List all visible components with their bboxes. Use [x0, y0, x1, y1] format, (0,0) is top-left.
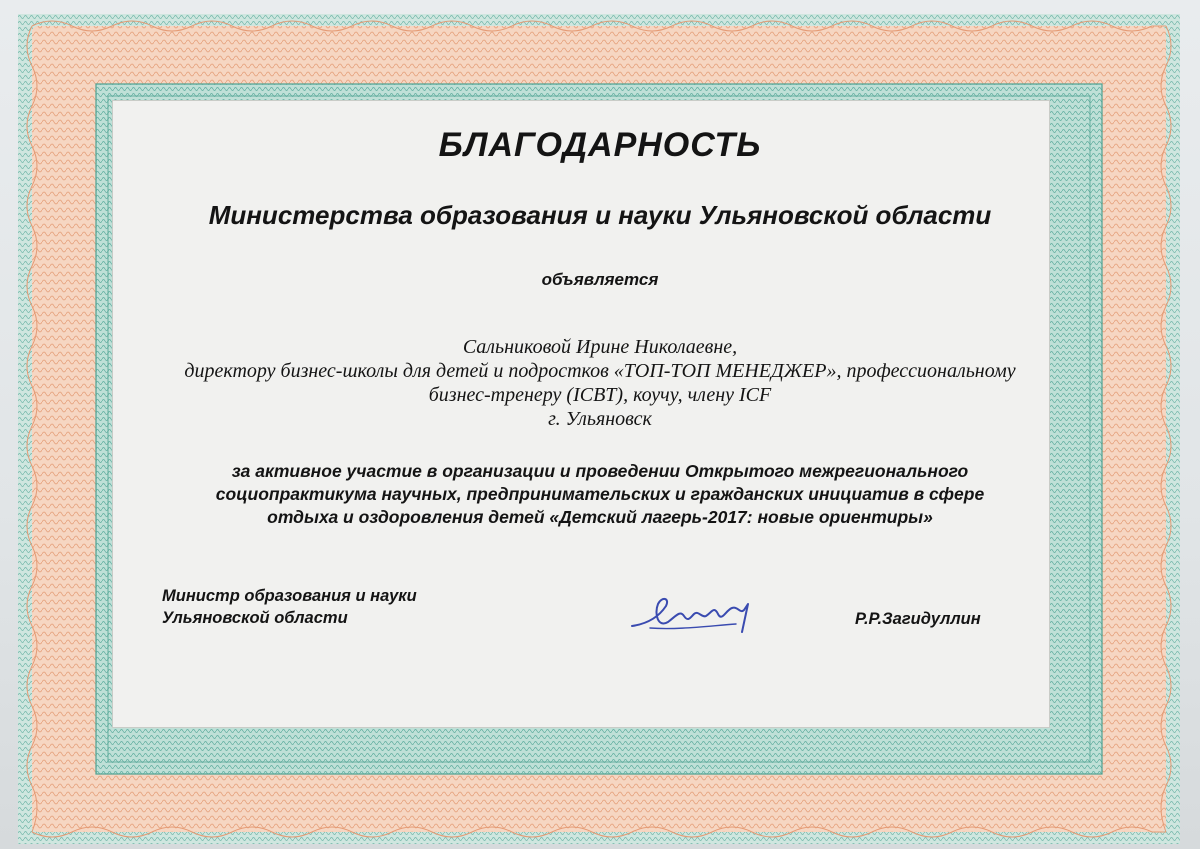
recipient-position-cont: бизнес-тренеру (ICBT), коучу, члену ICF — [428, 384, 772, 406]
signatory-title-line2: Ульяновской области — [162, 609, 348, 627]
handwritten-signature — [628, 588, 758, 644]
issuer-name: Министерства образования и науки Ульяновской области — [208, 200, 992, 230]
reason-line-1: за активное участие в организации и проведении Открытого межрегионального — [231, 461, 969, 481]
signatory-title — [162, 585, 417, 629]
reason-line-3: отдыха и оздоровления детей «Детский лагерь-2017: новые ориентиры» — [267, 507, 933, 527]
recipient-name: Сальниковой Ирине Николаевне, — [462, 336, 738, 358]
signatory-title-line1: Министр образования и науки — [162, 587, 417, 605]
announce-word: объявляется — [541, 270, 659, 289]
certificate-title: БЛАГОДАРНОСТЬ — [438, 126, 762, 164]
reason-line-2: социопрактикума научных, предпринимательских и гражданских инициатив в сфере — [215, 484, 985, 504]
recipient-position: директору бизнес-школы для детей и подростков «ТОП-ТОП МЕНЕДЖЕР», профессиональному — [184, 360, 1016, 382]
recipient-city: г. Ульяновск — [548, 408, 652, 430]
signatory-name: Р.Р.Загидуллин — [855, 610, 981, 628]
